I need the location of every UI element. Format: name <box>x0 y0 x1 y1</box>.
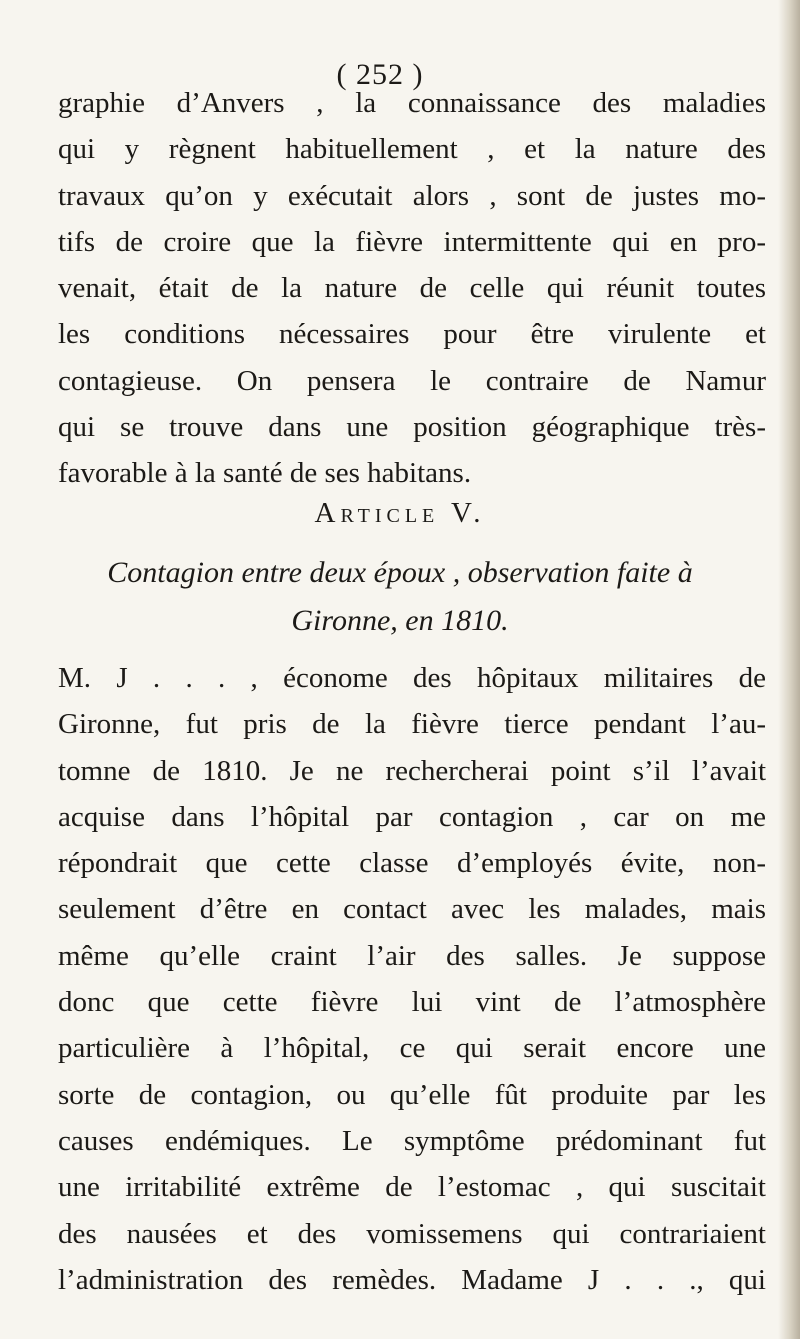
paragraph-1 <box>58 80 766 497</box>
text-line: qui se trouve dans une position géographique très- <box>58 411 766 444</box>
text-line: seulement d’être en contact avec les malades, mais <box>58 893 766 926</box>
text-line: acquise dans l’hôpital par contagion , car on me <box>58 800 766 833</box>
page-number: ( 252 ) <box>336 58 424 91</box>
text-line: donc que cette fièvre lui vint de l’atmosphère <box>58 986 766 1019</box>
text-line: travaux qu’on y exécutait alors , sont de justes mo- <box>58 179 766 212</box>
text-line: causes endémiques. Le symptôme prédominant fut <box>58 1124 766 1157</box>
article-subtitle-line: Gironne, en 1810. <box>291 604 509 637</box>
text-line: particulière à l’hôpital, ce qui serait encore une <box>58 1032 766 1065</box>
text-line: contagieuse. On pensera le contraire de Namur <box>58 364 766 397</box>
text-line: une irritabilité extrême de l’estomac , qui suscitait <box>58 1171 766 1204</box>
article-heading: Article V. <box>314 497 486 529</box>
text-line: M. J . . . , économe des hôpitaux militaires de <box>58 662 766 694</box>
article-subtitle-line: Contagion entre deux époux , observation faite à <box>107 556 693 589</box>
text-line: même qu’elle craint l’air des salles. Je suppose <box>58 939 766 972</box>
page-edge-shadow <box>778 0 800 1339</box>
text-line: répondrait que cette classe d’employés évite, non- <box>58 847 766 880</box>
text-line: les conditions nécessaires pour être virulente et <box>58 318 766 351</box>
text-line: tomne de 1810. Je ne rechercherai point s’il l’avait <box>58 754 766 787</box>
text-line: l’administration des remèdes. Madame J . . ., qui <box>58 1263 766 1296</box>
text-line: venait, était de la nature de celle qui réunit toutes <box>58 272 766 305</box>
text-line: favorable à la santé de ses habitans. <box>58 457 472 490</box>
text-line: des nausées et des vomissemens qui contrariaient <box>58 1217 766 1250</box>
text-line: graphie d’Anvers , la connaissance des maladies <box>58 87 766 119</box>
text-line: tifs de croire que la fièvre intermittente qui en pro- <box>58 225 766 258</box>
paragraph-2 <box>58 655 766 1303</box>
text-line: sorte de contagion, ou qu’elle fût produite par les <box>58 1078 766 1111</box>
text-line: Gironne, fut pris de la fièvre tierce pendant l’au- <box>58 708 766 741</box>
text-line: qui y règnent habituellement , et la nature des <box>58 133 766 166</box>
